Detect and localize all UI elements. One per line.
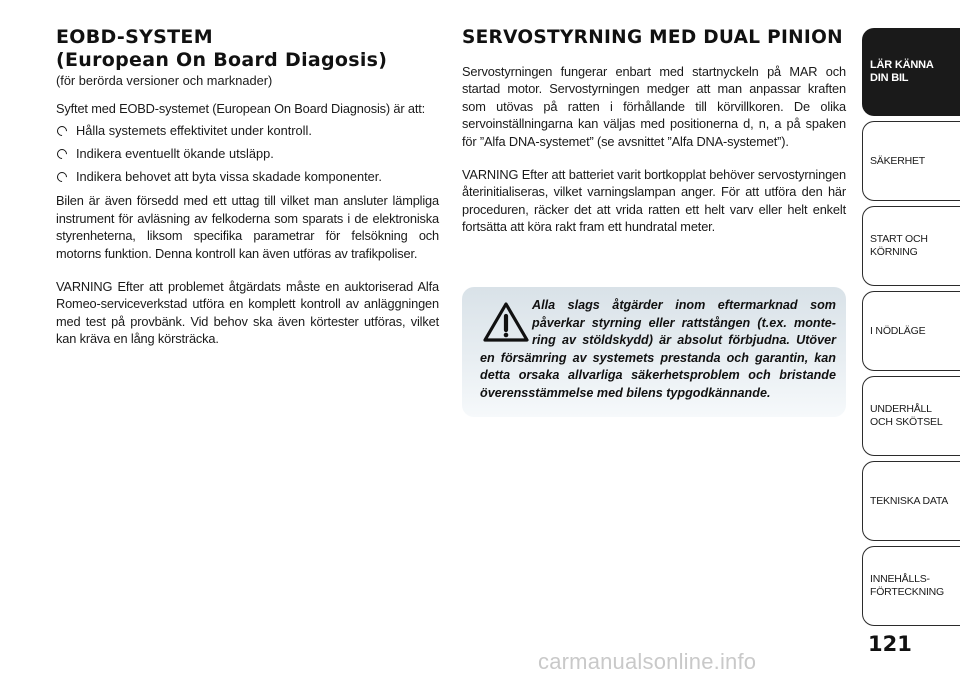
eobd-intro: Syftet med EOBD-systemet (European On Board Diagnosis) är att:: [56, 101, 426, 116]
chapter-tabs: [862, 28, 960, 631]
eobd-bullet-list: [56, 119, 439, 188]
list-item: Hålla systemets effektivitet under kontroll.: [56, 119, 439, 142]
eobd-title-line1: EOBD-SYSTEM: [56, 26, 213, 48]
eobd-section: [56, 26, 439, 348]
tab-i-nodlage[interactable]: I NÖDLÄGE: [862, 291, 960, 371]
tab-start-och-korning[interactable]: START OCH KÖRNING: [862, 206, 960, 286]
watermark: carmanualsonline.info: [538, 649, 757, 674]
tab-underhall-och-skotsel[interactable]: UNDERHÅLL OCH SKÖTSEL: [862, 376, 960, 456]
bullet-icon: [55, 147, 69, 161]
servo-paragraph: Servostyrningen fungerar enbart med startnyckeln på MAR och startad motor. Servostyrningen medger att man anpassar kraften som utövas på ratten i förhållande till körvillkoren. De olika servoinställningarna kan väljas med positionerna d, n, a på spaken för ”Alfa DNA-systemet” (se avsnittet ”Alfa DNA-systemet”).: [462, 64, 846, 149]
list-item: Indikera behovet att byta vissa skadade komponenter.: [56, 165, 439, 188]
tab-tekniska-data[interactable]: TEKNISKA DATA: [862, 461, 960, 541]
page-number: 121: [868, 632, 912, 656]
servo-title: SERVOSTYRNING MED DUAL PINION: [462, 27, 843, 48]
eobd-paragraph: Bilen är även försedd med ett uttag till vilket man ansluter lämpliga instrument för avläsning av felkoderna som sparats i de elektroniska styrenheterna, liksom specifika parametrar för felsökning och motorns funktion. Denna kontroll kan även utföras av trafikpoliser.: [56, 193, 439, 261]
eobd-title: [56, 26, 439, 72]
tab-lar-kanna-din-bil[interactable]: LÄR KÄNNA DIN BIL: [862, 28, 960, 116]
servo-warning-paragraph: VARNING Efter att batteriet varit bortkopplat behöver servostyrningen återinitialiseras, vilket varningslampan anger. För att utföra den här proceduren, räcker det att vrida ratten ett helt varv eller helt enkelt fortsätta att köra rakt fram ett hundratal meter.: [462, 167, 846, 235]
servo-section: [462, 26, 846, 236]
tab-innehallsforteckning[interactable]: INNEHÅLLS- FÖRTECKNING: [862, 546, 960, 626]
tab-sakerhet[interactable]: SÄKERHET: [862, 121, 960, 201]
bullet-icon: [55, 170, 69, 184]
bullet-icon: [55, 124, 69, 138]
warning-text: Alla slags åtgärder inom eftermarknad som påverkar styrning eller rattstången (t.ex. montering av stöldskydd) är absolut förbjudna. Utöver en försämring av systemets prestanda och garantin, kan detta orsaka allvarliga säkerhetsproblem och bristande överensstämmelse med bilens typgodkännande.: [480, 298, 836, 400]
eobd-warning-paragraph: VARNING Efter att problemet åtgärdats måste en auktoriserad Alfa Romeo-serviceverkstad utföra en komplett kontroll av anläggningen med test på provbänk. Vid behov ska även körtester utföras, vilket kan kräva en lång körsträcka.: [56, 279, 439, 347]
eobd-title-line2: (European On Board Diagosis): [56, 49, 388, 71]
warning-box: [462, 287, 846, 417]
eobd-subtitle: (för berörda versioner och marknader): [56, 73, 273, 88]
list-item: Indikera eventuellt ökande utsläpp.: [56, 142, 439, 165]
